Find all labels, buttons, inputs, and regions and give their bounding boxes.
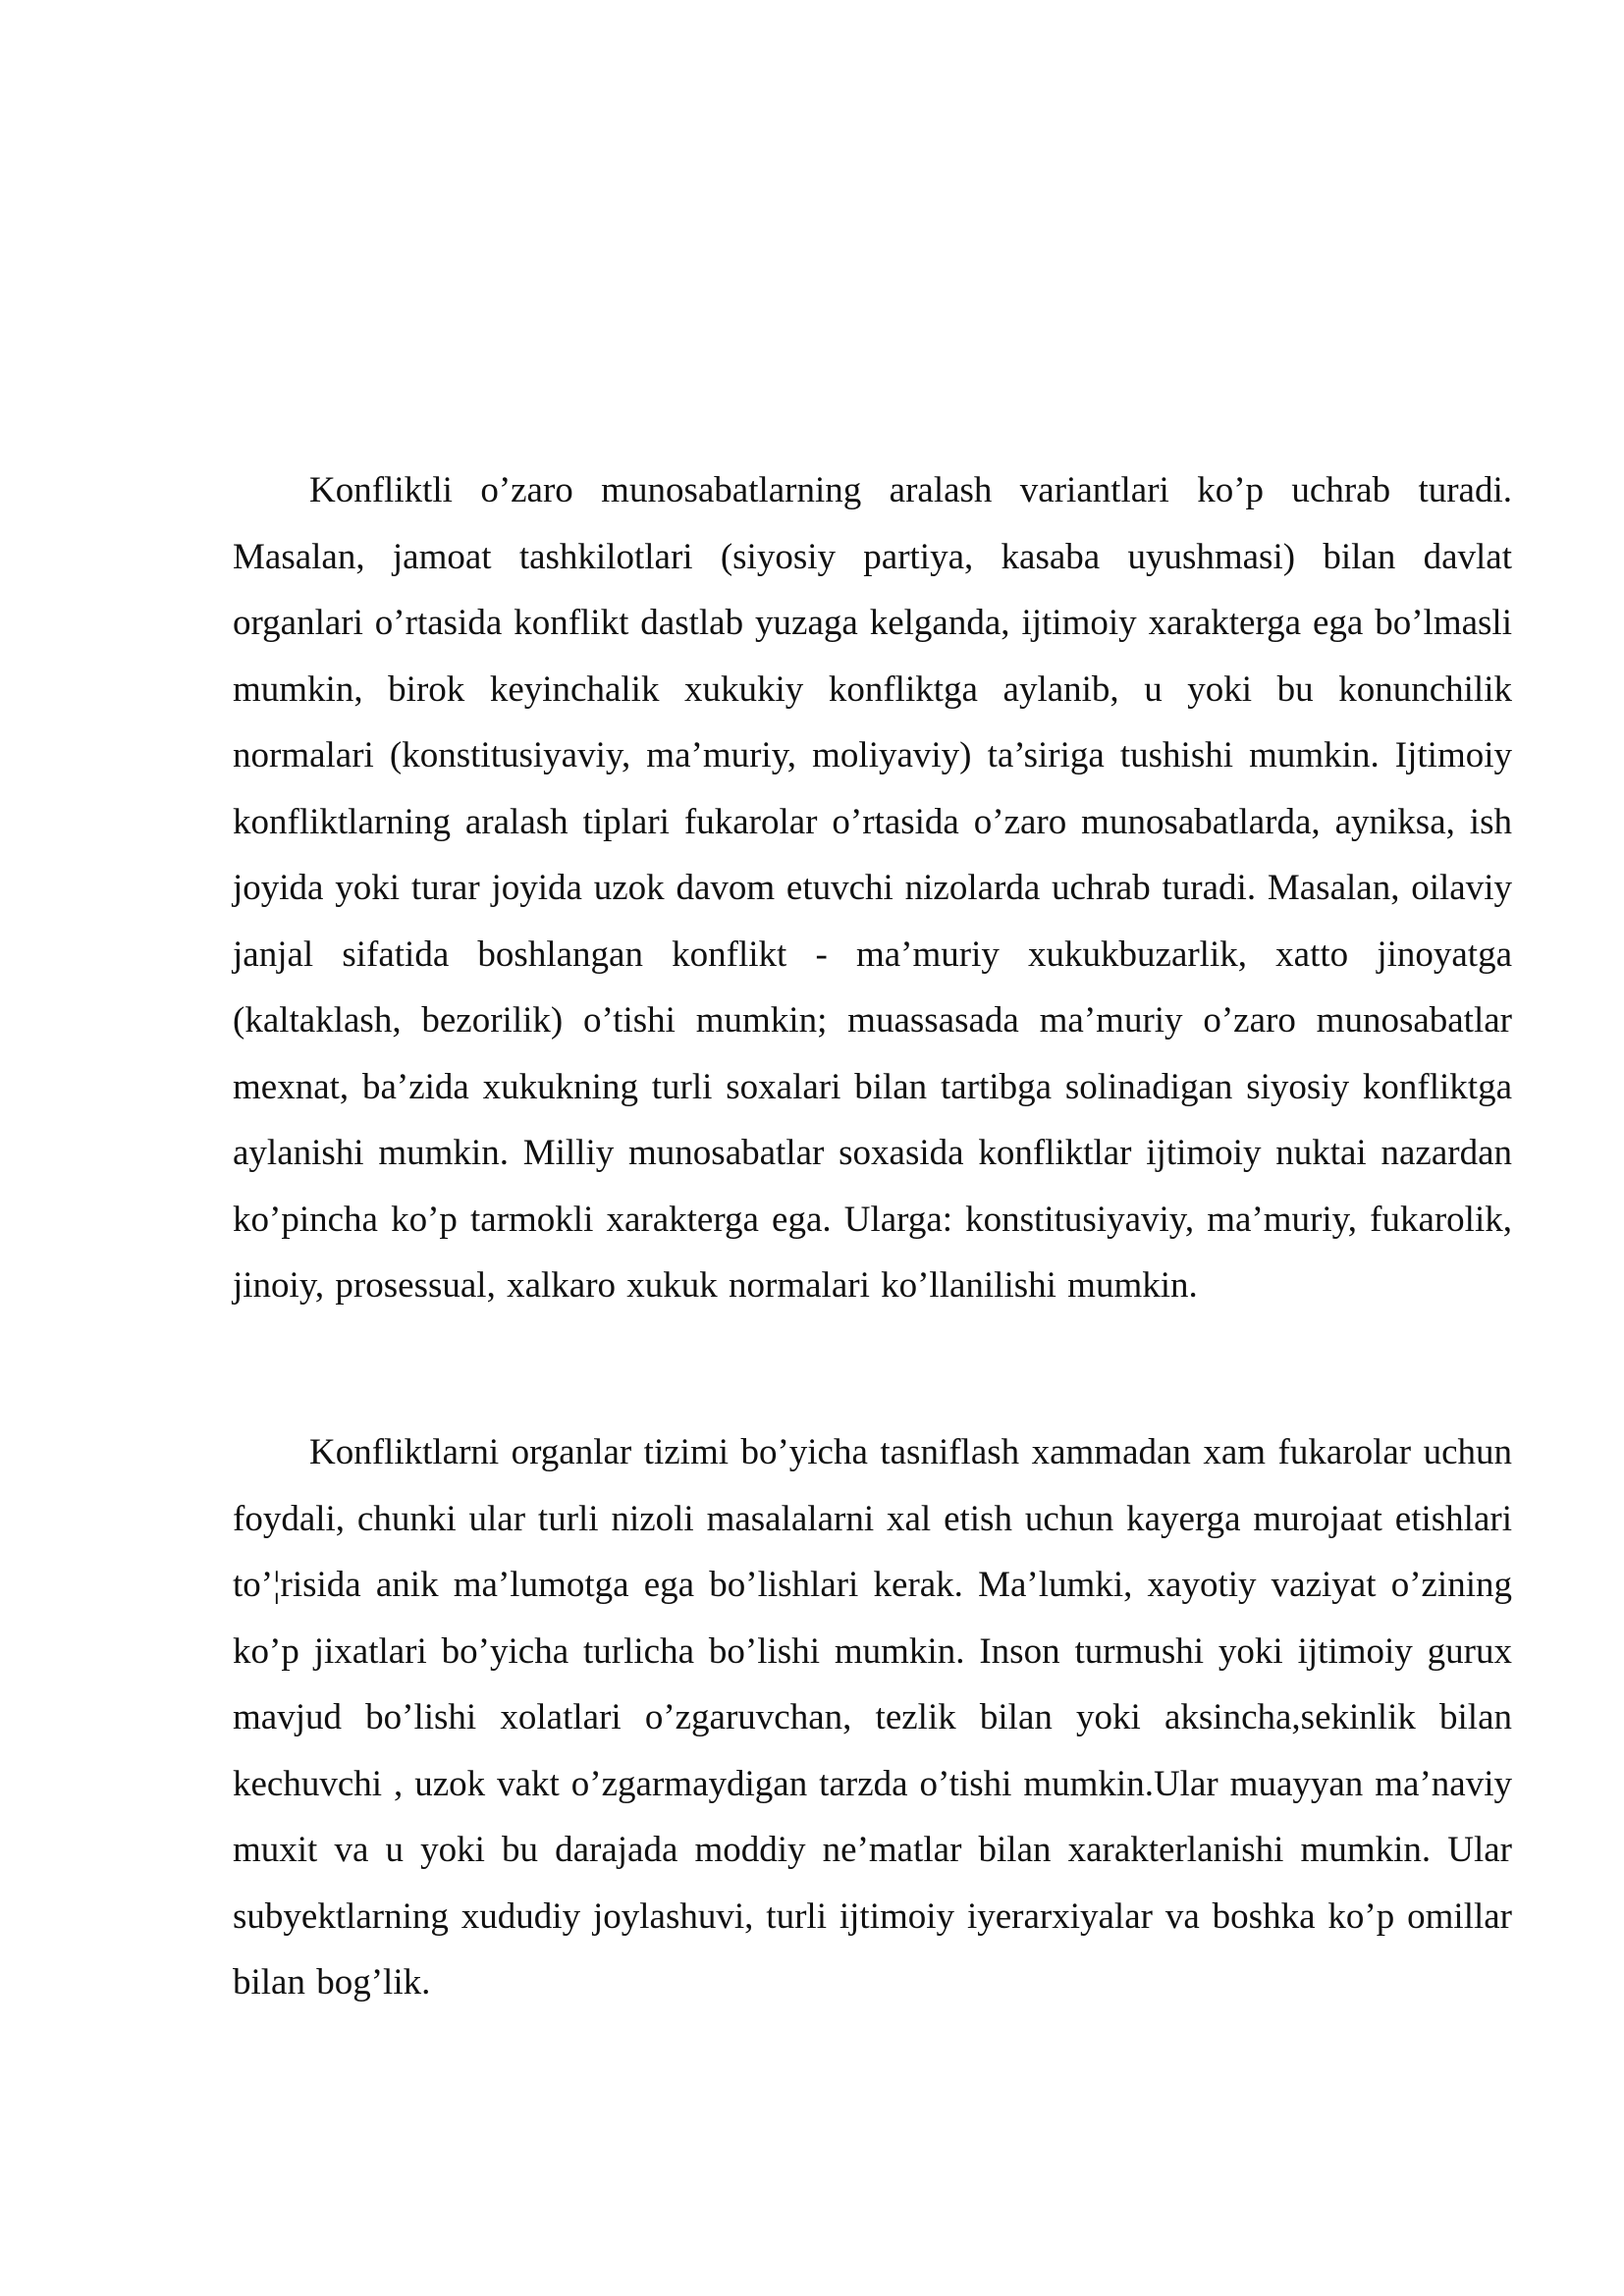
paragraph-2: Konfliktlarni organlar tizimi bo’yicha tasniflash xammadan xam fukarolar uchun foydali, chunki ular turli nizoli masalalarni xal etish uchun kayerga murojaat etishlari to’¦risida anik ma’lumotga ega bo’lishlari kerak. Ma’lumki, xayotiy vaziyat o’zining ko’p jixatlari bo’yicha turlicha bo’lishi mumkin. Inson turmushi yoki ijtimoiy gurux mavjud bo’lishi xolatlari o’zgaruvchan, tezlik bilan yoki aksincha,sekinlik bilan kechuvchi , uzok vakt o’zgarmaydigan tarzda o’tishi mumkin.Ular muayyan ma’naviy muxit va u yoki bu darajada moddiy ne’matlar bilan xarakterlanishi mumkin. Ular subyektlarning xududiy joylashuvi, turli ijtimoiy iyerarxiyalar va boshka ko’p omillar bilan bog’lik.: [233, 1432, 1512, 2002]
paragraph-1: Konfliktli o’zaro munosabatlarning aralash variantlari ko’p uchrab turadi. Masalan, jamoat tashkilotlari (siyosiy partiya, kasaba uyushmasi) bilan davlat organlari o’rtasida konflikt dastlab yuzaga kelganda, ijtimoiy xarakterga ega bo’lmasli mumkin, birok keyinchalik xukukiy konfliktga aylanib, u yoki bu konunchilik normalari (konstitusiyaviy, ma’muriy, moliyaviy) ta’siriga tushishi mumkin. Ijtimoiy konfliktlarning aralash tiplari fukarolar o’rtasida o’zaro munosabatlarda, ayniksa, ish joyida yoki turar joyida uzok davom etuvchi nizolarda uchrab turadi. Masalan, oilaviy janjal sifatida boshlangan konflikt - ma’muriy xukukbuzarlik, xatto jinoyatga (kaltaklash, bezorilik) o’tishi mumkin; muassasada ma’muriy o’zaro munosabatlar mexnat, ba’zida xukukning turli soxalari bilan tartibga solinadigan siyosiy konfliktga aylanishi mumkin. Milliy munosabatlar soxasida konfliktlar ijtimoiy nuktai nazardan ko’pincha ko’p tarmokli xarakterga ega. Ularga: konstitusiyaviy, ma’muriy, fukarolik, jinoiy, prosessual, xalkaro xukuk normalari ko’llanilishi mumkin.: [233, 470, 1512, 1306]
